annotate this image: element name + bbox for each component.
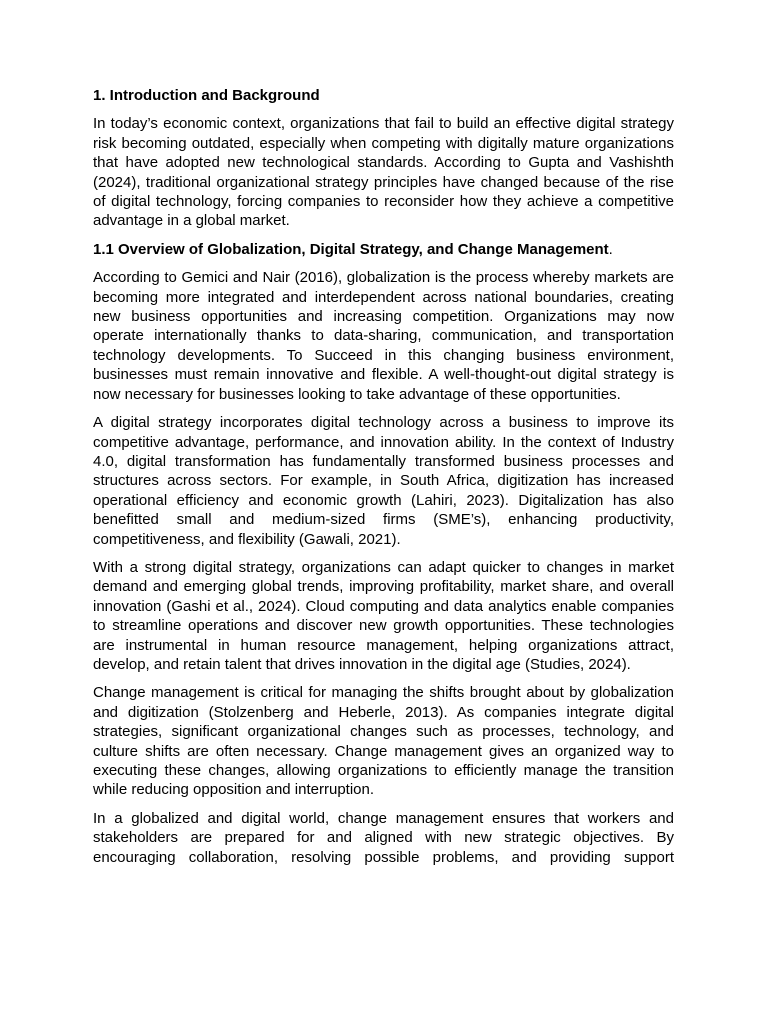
overview-heading-text: 1.1 Overview of Globalization, Digital Strategy, and Change Management <box>93 240 609 258</box>
intro-paragraph: In today’s economic context, organizations that fail to build an effective digital strategy risk becoming outdated, especially when competing with digitally mature organizations that have adopted new technological standards. According to Gupta and Vashishth (2024), traditional organizational strategy principles have changed because of the rise of digital technology, forcing companies to reconsider how they achieve a competitive advantage in a global market. <box>93 115 674 230</box>
section-heading-introduction: 1. Introduction and Background <box>93 87 320 104</box>
paragraph-strong-digital-strategy: With a strong digital strategy, organizations can adapt quicker to changes in market demand and emerging global trends, improving profitability, market share, and overall innovation (Gashi et al., 2024). Cloud computing and data analytics enable companies to streamline operations and discover new growth opportunities. These technologies are instrumental in human resource management, helping organizations attract, develop, and retain talent that drives innovation in the digital age (Studies, 2024). <box>93 558 674 673</box>
section-heading-overview <box>93 240 674 259</box>
overview-heading-period: . <box>608 240 613 258</box>
paragraph-globalization: According to Gemici and Nair (2016), globalization is the process whereby markets are becoming more integrated and interdependent across national boundaries, creating new business opportunities and increasing competition. Organizations may now operate internationally thanks to data-sharing, communication, and transportation technology developments. To Succeed in this changing business environment, businesses must remain innovative and flexible. A well-thought-out digital strategy is now necessary for businesses looking to take advantage of these opportunities. <box>93 269 674 403</box>
paragraph-digital-strategy: A digital strategy incorporates digital technology across a business to improve its competitive advantage, performance, and innovation ability. In the context of Industry 4.0, digital transformation has fundamentally transformed business processes and structures across sectors. For example, in South Africa, digitization has increased operational efficiency and economic growth (Lahiri, 2023). Digitalization has also benefitted small and medium-sized firms (SME’s), enhancing productivity, competitiveness, and flexibility (Gawali, 2021). <box>93 414 674 548</box>
paragraph-change-management: Change management is critical for managing the shifts brought about by globalization and digitization (Stolzenberg and Heberle, 2013). As companies integrate digital strategies, significant organizational changes such as processes, technology, and culture shifts are often necessary. Change management gives an organized way to executing these changes, allowing organizations to efficiently manage the transition while reducing opposition and interruption. <box>93 684 674 799</box>
paragraph-globalized-world: In a globalized and digital world, change management ensures that workers and stakeholders are prepared for and aligned with new strategic objectives. By encouraging collaboration, resolving possible problems, and providing support <box>93 809 674 866</box>
document-page <box>93 86 674 867</box>
